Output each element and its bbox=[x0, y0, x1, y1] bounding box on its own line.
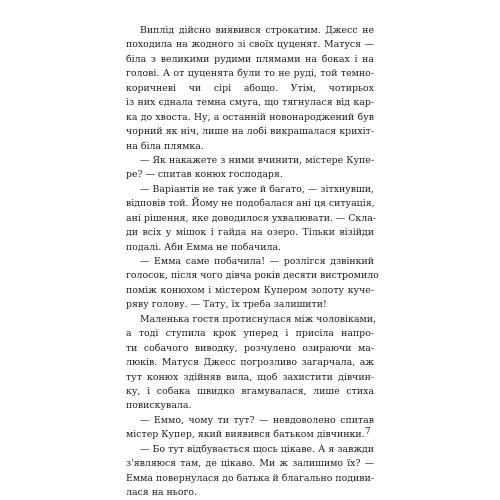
text-line: ку, і собака швидко вгамувалася, лише стиха bbox=[126, 385, 374, 397]
text-line: походила на жодного зі своїх цуценят. Матуся — bbox=[126, 39, 374, 51]
text-line: лася на нього. bbox=[126, 487, 198, 498]
text-line: коричневі чи сірі абощо. Утім, чотирьох bbox=[126, 82, 374, 94]
page-text bbox=[126, 24, 379, 500]
text-line: ре? — спитав конюх господаря. bbox=[126, 169, 283, 181]
text-line: ка до хвоста. Ну, а останній новонароджений був bbox=[126, 111, 374, 123]
text-line: тут конюх здійняв вила, щоб захистити дівчин- bbox=[126, 371, 374, 383]
text-line: Емма повернулася до батька й благально подиви- bbox=[126, 472, 374, 484]
text-line: ряву голову. — Тату, їх треба залишити! bbox=[126, 299, 327, 311]
text-line: Виплід дійсно виявився строкатим. Джесс не bbox=[140, 25, 374, 36]
text-line: люків. Матуся Джесс погрозливо загарчала, аж bbox=[126, 357, 374, 369]
text-line: відповів той. Йому не подобалася ані ця ситуація, bbox=[126, 198, 375, 210]
text-line: повискувала. bbox=[126, 400, 192, 412]
text-line: — Варіантів не так уже й багато, — зітхнувши, bbox=[140, 183, 374, 195]
text-line: голові. А от цуценята були то не руді, той темно- bbox=[126, 68, 374, 80]
text-line: — Як накажете з ними вчинити, містере Купе- bbox=[140, 154, 374, 166]
text-line: а тоді ступила крок уперед і присіла напро- bbox=[126, 328, 374, 340]
text-line: — Еммо, чому ти тут? — невдоволено спитав bbox=[140, 414, 374, 426]
text-line: на біла плямка. bbox=[126, 140, 204, 152]
text-line: ані рішення, яке доводилося ухвалювати. — Скла- bbox=[126, 212, 377, 224]
text-line: ди всіх у мішок і гайда на озеро. Тільки візійди bbox=[126, 227, 374, 239]
text-line: подалі. Аби Емма не побачила. bbox=[126, 241, 282, 253]
page-number: 7 bbox=[365, 427, 371, 437]
text-line: містер Купер, який виявився батьком дівчинки. bbox=[126, 429, 365, 441]
text-line: чорний як ніч, лише на лобі викрашалася крихіт- bbox=[126, 126, 374, 138]
text-line: — Бо тут відбувається щось цікаве. А я завжди bbox=[140, 443, 374, 455]
text-line: Маленька гостя протиснулася між чоловіками, bbox=[140, 313, 376, 325]
text-line: голосок, після чого дівча років десяти вистромило bbox=[126, 270, 379, 282]
text-line: — Емма саме побачила! — розлігся дзвінкий bbox=[140, 256, 374, 267]
text-line: ти собачого виводку, розчулено озираючи ма- bbox=[126, 342, 374, 354]
text-line: поміж конюхом і містером Купером золоту куче- bbox=[126, 284, 374, 296]
text-line: біла з великими рудими плямами на боках і на bbox=[126, 53, 374, 65]
text-line: з'являюся там, де цікаво. Ми ж залишимо їх? — bbox=[126, 458, 374, 470]
text-line: із них єднала темна смуга, що тягнулася від кар- bbox=[126, 97, 374, 109]
